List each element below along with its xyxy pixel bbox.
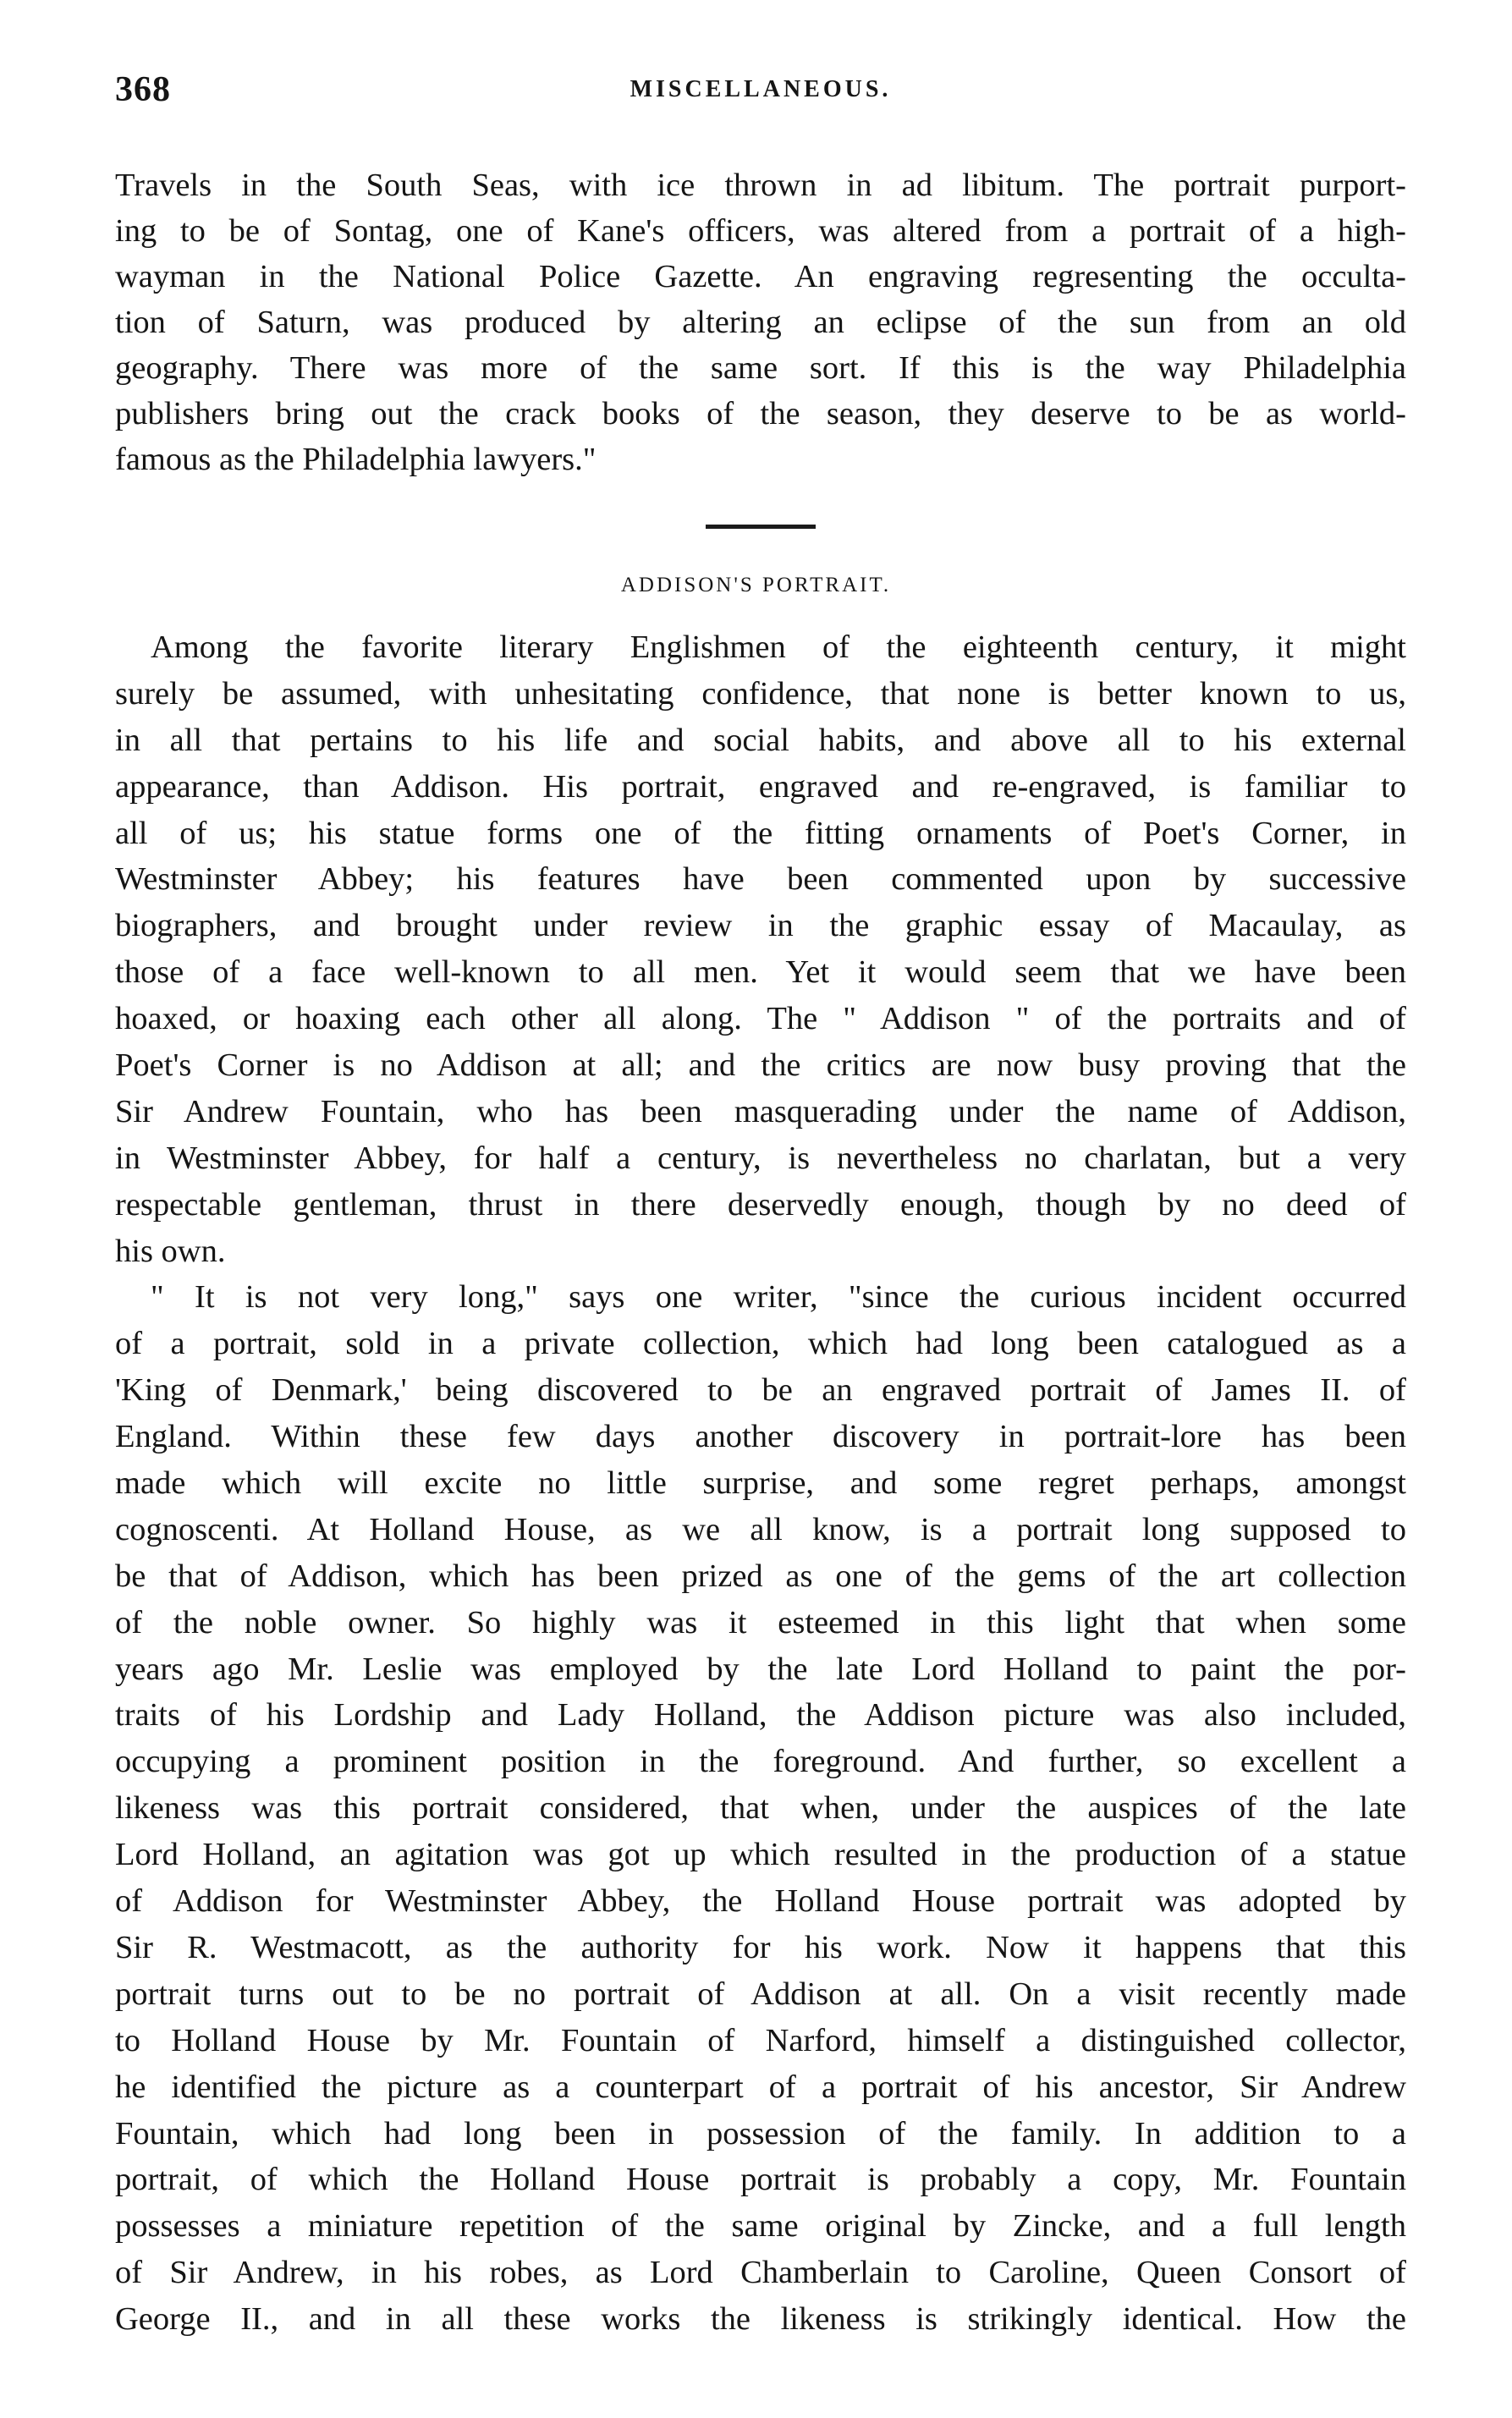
text-line: Sir Andrew Fountain, who has been masquerading under the name of Addison, bbox=[115, 1093, 1406, 1129]
text-line: of a portrait, sold in a private collection, which had long been catalogued as a bbox=[115, 1326, 1406, 1362]
text-line: occupying a prominent position in the foreground. And further, so excellent a bbox=[115, 1744, 1406, 1780]
text-line: Sir R. Westmacott, as the authority for his work. Now it happens that this bbox=[115, 1929, 1406, 1965]
text-line: in all that pertains to his life and social habits, and above all to his external bbox=[115, 722, 1406, 758]
text-line: George II., and in all these works the likeness is strikingly identical. How the bbox=[115, 2301, 1406, 2338]
text-line: respectable gentleman, thrust in there deservedly enough, though by no deed of bbox=[115, 1186, 1406, 1223]
text-line: famous as the Philadelphia lawyers." bbox=[115, 442, 597, 477]
text-line: Lord Holland, an agitation was got up which resulted in the production of a statue bbox=[115, 1837, 1406, 1873]
continued-paragraph bbox=[115, 162, 1406, 482]
text-line: wayman in the National Police Gazette. An engraving regresenting the occulta- bbox=[115, 259, 1406, 294]
section-divider bbox=[706, 525, 816, 529]
text-line: Westminster Abbey; his features have been commented upon by successive bbox=[115, 861, 1406, 898]
text-line: geography. There was more of the same sort. If this is the way Philadelphia bbox=[115, 350, 1406, 386]
text-line: years ago Mr. Leslie was employed by the late Lord Holland to paint the por- bbox=[115, 1651, 1406, 1687]
page-header bbox=[115, 69, 1406, 120]
text-line: biographers, and brought under review in the graphic essay of Macaulay, as bbox=[115, 908, 1406, 944]
text-line: England. Within these few days another discovery in portrait-lore has been bbox=[115, 1419, 1406, 1455]
text-line: likeness was this portrait considered, that when, under the auspices of the late bbox=[115, 1790, 1406, 1827]
text-line: ing to be of Sontag, one of Kane's officers, was altered from a portrait of a high- bbox=[115, 213, 1406, 249]
text-line: portrait turns out to be no portrait of Addison at all. On a visit recently made bbox=[115, 1976, 1406, 2012]
text-line: tion of Saturn, was produced by altering an eclipse of the sun from an old bbox=[115, 305, 1406, 340]
text-line: made which will excite no little surprise, and some regret perhaps, amongst bbox=[115, 1465, 1406, 1502]
text-line: of the noble owner. So highly was it esteemed in this light that when some bbox=[115, 1604, 1406, 1640]
section-title: ADDISON'S PORTRAIT. bbox=[620, 574, 892, 596]
running-head: MISCELLANEOUS. bbox=[630, 76, 892, 102]
page-number: 368 bbox=[115, 70, 171, 109]
text-line: portrait, of which the Holland House portrait is probably a copy, Mr. Fountain bbox=[115, 2162, 1406, 2198]
text-line: Fountain, which had long been in possession of the family. In addition to a bbox=[115, 2115, 1406, 2151]
text-line: " It is not very long," says one writer, "since the curious incident occurred bbox=[151, 1279, 1406, 1316]
text-line: to Holland House by Mr. Fountain of Narford, himself a distinguished collector, bbox=[115, 2022, 1406, 2058]
text-line: 'King of Denmark,' being discovered to be an engraved portrait of James II. of bbox=[115, 1372, 1406, 1409]
text-line: cognoscenti. At Holland House, as we all know, is a portrait long supposed to bbox=[115, 1511, 1406, 1547]
text-line: publishers bring out the crack books of the season, they deserve to be as world- bbox=[115, 396, 1406, 431]
text-line: of Sir Andrew, in his robes, as Lord Chamberlain to Caroline, Queen Consort of bbox=[115, 2255, 1406, 2291]
text-line: all of us; his statue forms one of the fitting ornaments of Poet's Corner, in bbox=[115, 815, 1406, 851]
text-line: Among the favorite literary Englishmen of the eighteenth century, it might bbox=[151, 629, 1406, 665]
text-line: those of a face well-known to all men. Yet it would seem that we have been bbox=[115, 954, 1406, 991]
text-line: surely be assumed, with unhesitating confidence, that none is better known to us, bbox=[115, 675, 1406, 712]
text-line: appearance, than Addison. His portrait, engraved and re-engraved, is familiar to bbox=[115, 768, 1406, 805]
text-line: hoaxed, or hoaxing each other all along. The " Addison " of the portraits and of bbox=[115, 1001, 1406, 1037]
section-body bbox=[115, 624, 1406, 2343]
text-line: be that of Addison, which has been prized as one of the gems of the art collection bbox=[115, 1558, 1406, 1594]
text-line: Poet's Corner is no Addison at all; and the critics are now busy proving that the bbox=[115, 1047, 1406, 1084]
text-line: of Addison for Westminster Abbey, the Holland House portrait was adopted by bbox=[115, 1883, 1406, 1920]
text-line: possesses a miniature repetition of the same original by Zincke, and a full length bbox=[115, 2208, 1406, 2245]
text-line: Travels in the South Seas, with ice thrown in ad libitum. The portrait purport- bbox=[115, 168, 1406, 203]
text-line: his own. bbox=[115, 1233, 226, 1269]
text-line: he identified the picture as a counterpart of a portrait of his ancestor, Sir Andrew bbox=[115, 2069, 1406, 2105]
text-line: traits of his Lordship and Lady Holland, the Addison picture was also included, bbox=[115, 1697, 1406, 1734]
text-line: in Westminster Abbey, for half a century, is nevertheless no charlatan, but a very bbox=[115, 1140, 1406, 1176]
